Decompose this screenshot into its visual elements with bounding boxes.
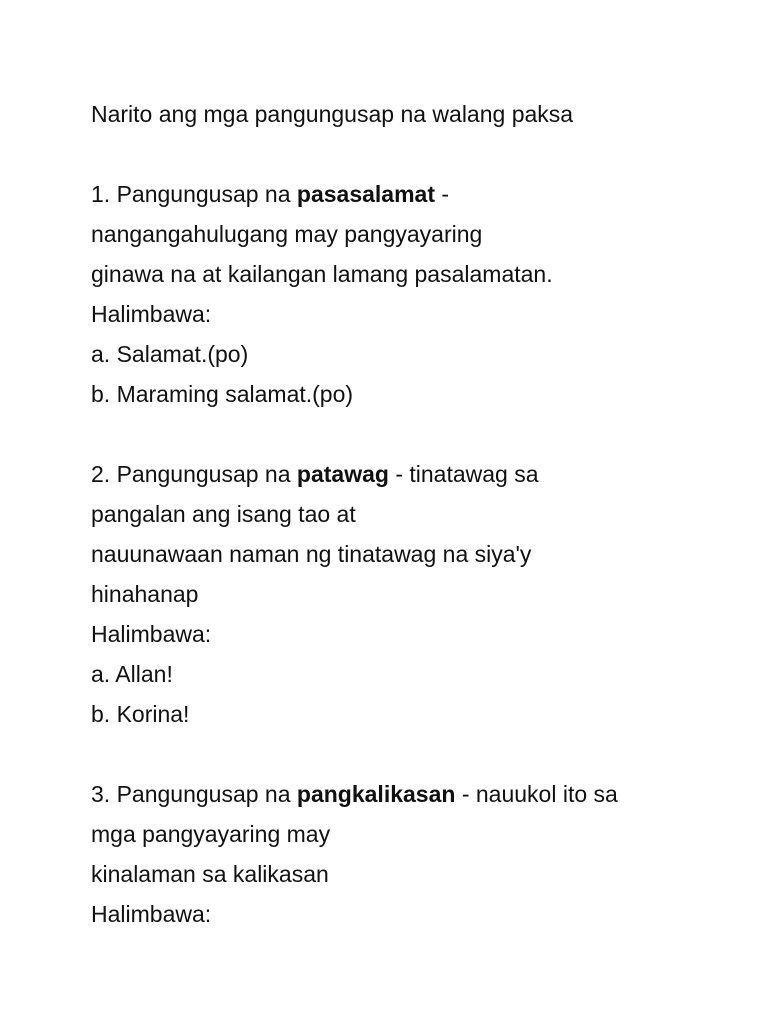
spacer xyxy=(91,414,751,454)
heading-suffix: - tinatawag sa xyxy=(388,461,539,487)
example-item: b. Maraming salamat.(po) xyxy=(91,381,354,407)
example-label: Halimbawa: xyxy=(91,901,212,927)
example-item: a. Allan! xyxy=(91,661,173,687)
section-heading xyxy=(91,774,751,814)
section-heading xyxy=(91,454,751,494)
example-label: Halimbawa: xyxy=(91,301,212,327)
heading-term: pangkalikasan xyxy=(296,781,456,807)
heading-term: patawag xyxy=(296,461,389,487)
heading-term: pasasalamat xyxy=(296,181,435,207)
section-heading xyxy=(91,174,751,214)
heading-suffix: - xyxy=(435,181,450,207)
section-pangkalikasan xyxy=(91,774,751,934)
section-pasasalamat xyxy=(91,174,751,414)
example-label: Halimbawa: xyxy=(91,621,212,647)
spacer xyxy=(91,734,751,774)
intro-text: Narito ang mga pangungusap na walang paksa xyxy=(91,101,574,127)
section-line: hinahanap xyxy=(91,581,199,607)
document-page xyxy=(91,94,751,934)
section-line: mga pangyayaring may xyxy=(91,821,331,847)
section-line: pangalan ang isang tao at xyxy=(91,501,356,527)
section-patawag xyxy=(91,454,751,734)
example-item: b. Korina! xyxy=(91,701,190,727)
heading-prefix: 3. Pangungusap na xyxy=(91,781,297,807)
heading-suffix: - nauukol ito sa xyxy=(455,781,618,807)
section-line: nangangahulugang may pangyayaring xyxy=(91,221,483,247)
section-line: kinalaman sa kalikasan xyxy=(91,861,329,887)
section-line: ginawa na at kailangan lamang pasalamatan. xyxy=(91,261,553,287)
heading-prefix: 2. Pangungusap na xyxy=(91,461,297,487)
heading-prefix: 1. Pangungusap na xyxy=(91,181,297,207)
example-item: a. Salamat.(po) xyxy=(91,341,249,367)
section-line: nauunawaan naman ng tinatawag na siya'y xyxy=(91,541,532,567)
spacer xyxy=(91,134,751,174)
